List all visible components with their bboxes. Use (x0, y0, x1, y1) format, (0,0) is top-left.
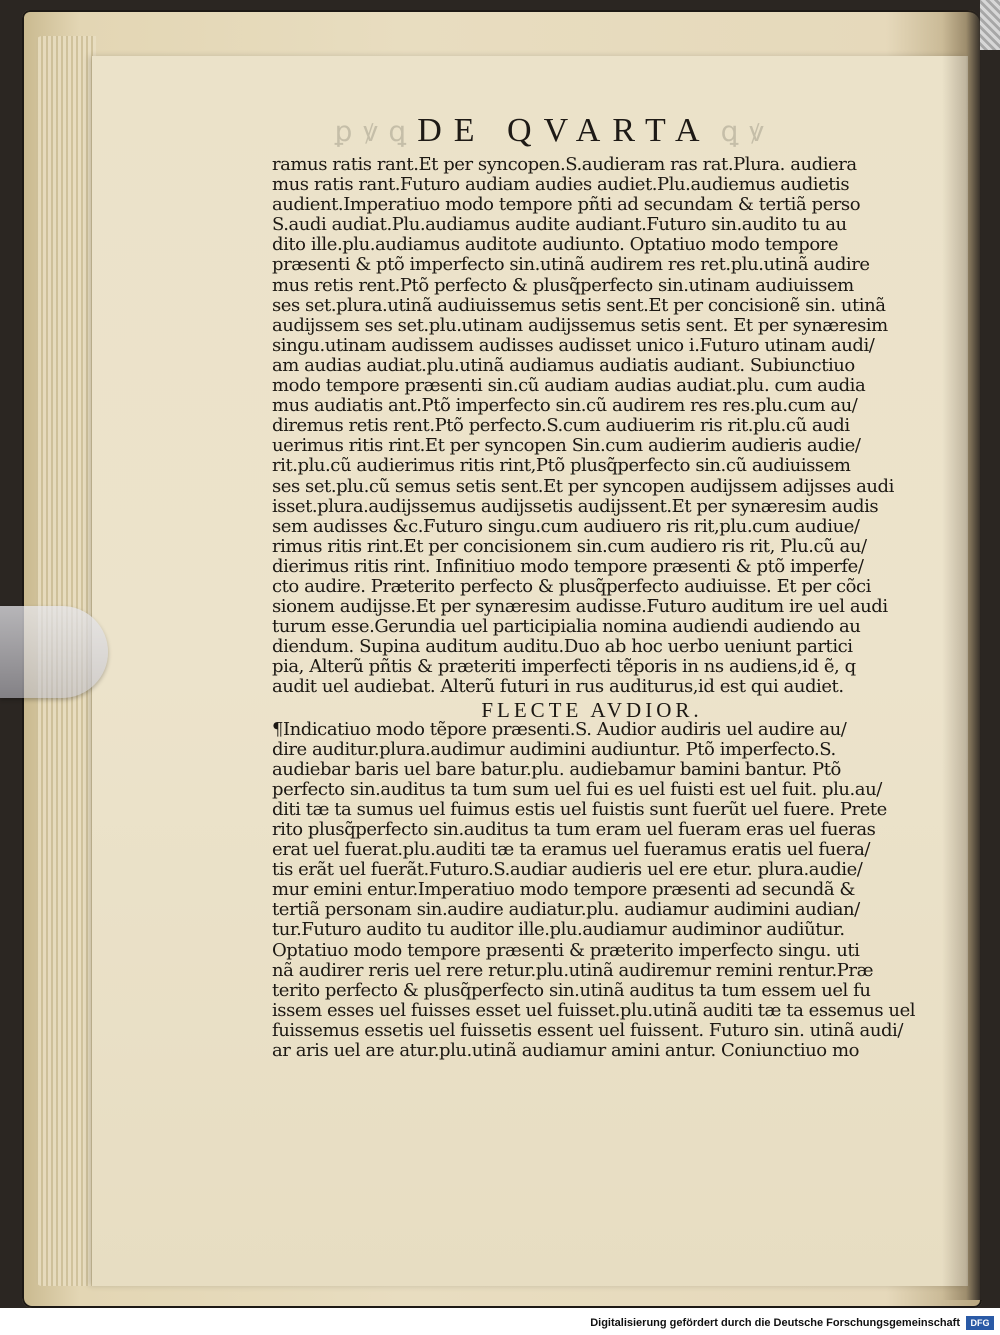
text-line: uerimus ritis rint.Et per syncopen Sin.cum audierim audieris audie/ (272, 435, 861, 457)
funding-credit: Digitalisierung gefördert durch die Deutsche Forschungsgemeinschaft (590, 1317, 960, 1329)
text-line: ses set.plura.utinã audiuissemus setis sent.Et per concisionẽ sin. utinã (272, 294, 886, 316)
text-line: S.audi audiat.Plu.audiamus audite audiant.Futuro sin.audito tu au (272, 214, 847, 236)
text-line: Optatiuo modo tempore præsenti & præterito imperfecto singu. uti (272, 939, 860, 961)
text-line: ses set.plu.cũ semus setis sent.Et per syncopen audijssem adijsses audi (272, 475, 894, 497)
text-line: turum esse.Gerundia uel participialia nomina audiendi audiendo au (272, 616, 861, 638)
text-line: pia, Alterũ pñtis & præteriti imperfecti tẽporis in ns audiens,id ẽ, q (272, 656, 856, 678)
text-line: nã audirer reris uel rere retur.plu.utinã audiremur remini rentur.Præ (272, 959, 874, 981)
text-line: dierimus ritis rint. Infinitiuo modo tempore præsenti & ptõ imperfe/ (272, 555, 864, 577)
show-through-ink-right: ꝗ ꝟ (711, 117, 766, 148)
text-line: fuissemus essetis uel fuissetis essent uel fuissent. Futuro sin. utinã audi/ (272, 1019, 903, 1041)
bookmark-ribbon (980, 0, 1000, 50)
text-line: audijssem ses set.plu.utinam audijssemus setis sent. Et per synæresim (272, 314, 888, 336)
text-line: dire auditur.plura.audimur audimini audiuntur. Ptõ imperfecto.S. (272, 738, 836, 760)
text-line: dito ille.plu.audiamus auditote audiunto. Optatiuo modo tempore (272, 234, 839, 256)
page-holder-clip (0, 606, 108, 698)
text-line: erat uel fuerat.plu.auditi tæ ta eramus uel fueramus eratis uel fuera/ (272, 839, 870, 861)
running-head-text: DE QVARTA (417, 112, 712, 149)
text-line: diremus retis rent.Ptõ perfecto.S.cum audiuerim ris rit.plu.cũ audi (272, 415, 850, 437)
text-line: tertiã personam sin.audire audiatur.plu. audiamur audimini audian/ (272, 899, 860, 921)
paragraph-audior-conjugation (272, 718, 916, 1062)
text-line: diendum. Supina auditum auditu.Duo ab hoc uerbo ueniunt partici (272, 636, 853, 658)
footer-bar (0, 1308, 1000, 1335)
text-line: rimus ritis rint.Et per concisionem sin.cum audiero ris rit, Plu.cũ au/ (272, 535, 867, 557)
text-line: mus ratis rant.Futuro audiam audies audiet.Plu.audiemus audietis (272, 174, 850, 196)
text-line: ¶Indicatiuo modo tẽpore præsenti.S. Audior audiris uel audire au/ (272, 718, 847, 740)
body-text (272, 154, 916, 1062)
text-line: perfecto sin.auditus ta tum sum uel fui es uel fuisti est uel fuit. plu.au/ (272, 778, 882, 800)
dfg-logo-icon: DFG (966, 1316, 994, 1330)
running-head (270, 112, 830, 156)
text-line: terito perfecto & plusq̃perfecto sin.utinã auditus ta tum essem uel fu (272, 979, 871, 1001)
text-line: audit uel audiebat. Alterũ futuri in rus auditurus,id est qui audiet. (272, 676, 844, 698)
section-heading: FLECTE AVDIOR. (481, 697, 703, 722)
text-line: diti tæ ta sumus uel fuimus estis uel fuistis sunt fuerũt uel fuere. Prete (272, 798, 887, 820)
text-line: am audias audiat.plu.utinã audiamus audiatis audiant. Subiunctiuo (272, 354, 855, 376)
show-through-ink: ꝑ ꝟ ꝗ (334, 117, 418, 148)
book-gutter-shadow (942, 10, 982, 1300)
text-line: issem esses uel fuisses esset uel fuisset.plu.utinã auditi tæ ta essemus uel (272, 999, 916, 1021)
text-line: rito plusq̃perfecto sin.auditus ta tum eram uel fueram eras uel fueras (272, 819, 876, 840)
text-line: ramus ratis rant.Et per syncopen.S.audieram ras rat.Plura. audiera (272, 154, 857, 175)
text-line: isset.plura.audijssemus audijssetis audijssent.Et per synæresim audis (272, 495, 879, 517)
text-line: tur.Futuro audito tu auditor ille.plu.audiamur audiminor audiũtur. (272, 919, 845, 941)
text-line: mur emini entur.Imperatiuo modo tempore præsenti ad secundã & (272, 879, 855, 901)
text-line: modo tempore præsenti sin.cũ audiam audias audiat.plu. cum audia (272, 375, 866, 397)
text-line: mus audiatis ant.Ptõ imperfecto sin.cũ audirem res res.plu.cum au/ (272, 395, 858, 417)
text-line: mus retis rent.Ptõ perfecto & plusq̃perfecto sin.utinam audiuissem (272, 274, 854, 296)
text-line: tis erãt uel fuerãt.Futuro.S.audiar audieris uel ere etur. plura.audie/ (272, 859, 863, 881)
text-line: singu.utinam audissem audisses audisset unico i.Futuro utinam audi/ (272, 334, 875, 356)
text-line: audiebar baris uel bare batur.plu. audiebamur bamini bantur. Ptõ (272, 758, 841, 780)
text-line: ar aris uel are atur.plu.utinã audiamur amini antur. Coniunctiuo mo (272, 1040, 859, 1062)
text-line: præsenti & ptõ imperfecto sin.utinã audirem res ret.plu.utinã audire (272, 254, 870, 276)
text-line: sionem audijsse.Et per synæresim audisse.Futuro auditum ire uel audi (272, 596, 888, 618)
paragraph-audio-conjugation (272, 155, 912, 698)
text-line: rit.plu.cũ audierimus ritis rint,Ptõ plusq̃perfecto sin.cũ audiuissem (272, 455, 851, 477)
text-line: audient.Imperatiuo modo tempore pñti ad secundam & tertiã perso (272, 194, 861, 216)
text-line: cto audire. Præterito perfecto & plusq̃perfecto audiuisse. Et per cõci (272, 575, 871, 597)
text-line: sem audisses &c.Futuro singu.cum audiuero ris rit,plu.cum audiue/ (272, 515, 860, 537)
